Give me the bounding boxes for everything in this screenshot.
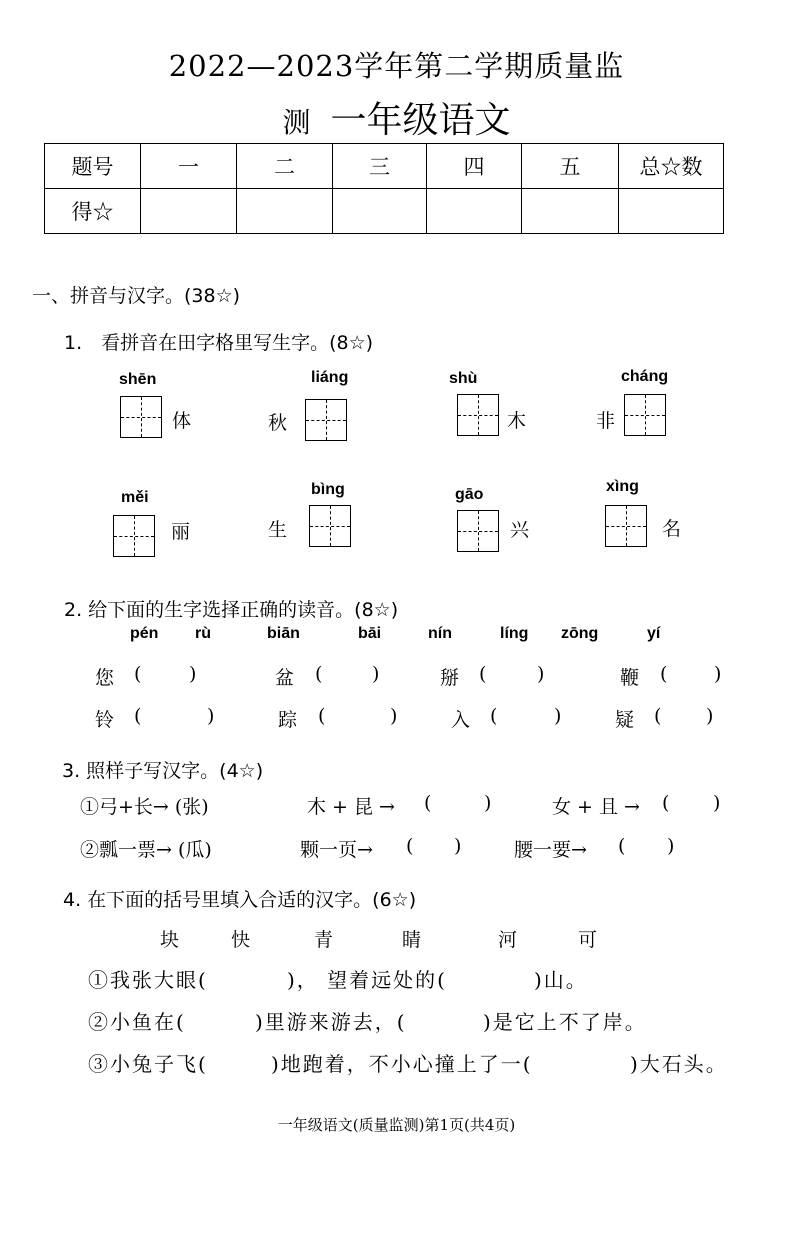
tianzige-cell[interactable] — [624, 394, 666, 436]
q4-option: 青 — [314, 929, 334, 951]
q3-example: ②瓢一票→ (瓜) — [80, 839, 212, 861]
q4-option: 快 — [231, 929, 251, 951]
tianzige-cell[interactable] — [457, 510, 499, 552]
score-header-cell: 五 — [522, 144, 619, 189]
q1-pinyin: měi — [121, 489, 149, 506]
q2-prompt: 2. 给下面的生字选择正确的读音。(8☆) — [64, 599, 399, 621]
q2-paren-open: ( — [134, 663, 142, 685]
q2-pinyin-option: biān — [267, 625, 300, 642]
q2-char: 您 — [95, 667, 115, 689]
q3-item: 腰一要→ — [514, 839, 587, 861]
q1-pinyin: shù — [449, 370, 478, 387]
score-row-label: 得☆ — [45, 189, 141, 234]
q3-paren-open: ( — [424, 792, 432, 814]
q2-pinyin-option: rù — [195, 625, 211, 642]
q4-option: 河 — [498, 929, 518, 951]
q4-sentence-1-part-c: )山。 — [534, 968, 588, 992]
score-cell[interactable] — [333, 189, 427, 234]
score-cell[interactable] — [522, 189, 619, 234]
q4-sentence-2-part-a: ②小鱼在( — [88, 1010, 186, 1034]
score-cell[interactable] — [237, 189, 333, 234]
title-line2-prefix: 测 — [282, 106, 311, 139]
score-header-cell: 总☆数 — [619, 144, 724, 189]
exam-title-line1: 2022—2023学年第二学期质量监 — [168, 49, 625, 83]
q2-paren-open: ( — [134, 705, 142, 727]
q2-pinyin-option: líng — [500, 625, 529, 642]
q2-paren-open: ( — [660, 663, 668, 685]
q1-char: 兴 — [510, 519, 530, 541]
score-header-cell: 题号 — [45, 144, 141, 189]
q4-option: 可 — [578, 929, 598, 951]
score-header-cell: 二 — [237, 144, 333, 189]
q3-paren-open: ( — [406, 835, 414, 857]
q3-paren-open: ( — [618, 835, 626, 857]
q2-pinyin-option: zōng — [561, 625, 599, 642]
q2-paren-open: ( — [479, 663, 487, 685]
score-table — [44, 143, 724, 234]
q1-pinyin: bìng — [311, 481, 345, 498]
q3-paren-close: ) — [713, 792, 721, 814]
section1-heading: 一、拼音与汉字。(38☆) — [32, 285, 241, 307]
q4-sentence-3-part-a: ③小兔子飞( — [88, 1052, 208, 1076]
q4-prompt: 4. 在下面的括号里填入合适的汉字。(6☆) — [63, 889, 417, 911]
q4-sentence-1-part-b: )， 望着远处的( — [287, 968, 447, 992]
score-header-cell: 一 — [141, 144, 237, 189]
q1-char: 木 — [507, 410, 527, 432]
q4-option: 块 — [160, 929, 180, 951]
q4-sentence-1-part-a: ①我张大眼( — [88, 968, 208, 992]
q1-pinyin: shēn — [119, 371, 157, 388]
q3-paren-open: ( — [662, 792, 670, 814]
q3-item: 颗一页→ — [300, 839, 373, 861]
q1-char: 丽 — [171, 521, 191, 543]
q1-char: 秋 — [268, 412, 288, 434]
score-header-cell: 四 — [427, 144, 522, 189]
q2-paren-close: ) — [554, 705, 562, 727]
q3-item: 木 + 昆 → — [307, 796, 395, 818]
q3-item: 女 + 且 → — [552, 796, 640, 818]
q2-paren-close: ) — [537, 663, 545, 685]
q4-sentence-2-part-c: )是它上不了岸。 — [483, 1010, 647, 1034]
q2-paren-open: ( — [315, 663, 323, 685]
q1-char: 名 — [662, 518, 682, 540]
q4-option: 睛 — [402, 929, 422, 951]
q3-prompt: 3. 照样子写汉字。(4☆) — [62, 760, 264, 782]
q2-pinyin-option: yí — [647, 625, 661, 642]
q1-char: 非 — [596, 410, 616, 432]
tianzige-cell[interactable] — [605, 505, 647, 547]
q3-paren-close: ) — [484, 792, 492, 814]
page-footer: 一年级语文(质量监测)第1页(共4页) — [277, 1116, 516, 1134]
title-line2-main: 一年级语文 — [330, 100, 511, 141]
q1-prompt: 1. 看拼音在田字格里写生字。(8☆) — [64, 332, 374, 354]
score-table-score-row — [45, 189, 724, 234]
q2-paren-open: ( — [490, 705, 498, 727]
q4-sentence-3-part-c: )大石头。 — [630, 1052, 728, 1076]
tianzige-cell[interactable] — [305, 399, 347, 441]
q1-pinyin: liáng — [311, 369, 349, 386]
q1-pinyin: cháng — [621, 368, 669, 385]
q1-pinyin: xìng — [606, 478, 639, 495]
q2-pinyin-option: nín — [428, 625, 452, 642]
q3-paren-close: ) — [454, 835, 462, 857]
tianzige-cell[interactable] — [113, 515, 155, 557]
q2-char: 疑 — [615, 709, 635, 731]
q2-pinyin-option: pén — [130, 625, 159, 642]
score-cell[interactable] — [427, 189, 522, 234]
q2-char: 鞭 — [620, 667, 640, 689]
q3-paren-close: ) — [667, 835, 675, 857]
q3-example: ①弓+长→ (张) — [80, 796, 209, 818]
q2-paren-close: ) — [706, 705, 714, 727]
q2-pinyin-option: bāi — [358, 625, 382, 642]
q1-pinyin: gāo — [455, 486, 484, 503]
q2-paren-close: ) — [207, 705, 215, 727]
score-table-header-row — [45, 144, 724, 189]
tianzige-cell[interactable] — [457, 394, 499, 436]
q2-char: 掰 — [440, 667, 460, 689]
q4-sentence-2-part-b: )里游来游去，( — [255, 1010, 407, 1034]
q1-char: 体 — [172, 410, 192, 432]
score-cell[interactable] — [619, 189, 724, 234]
q2-paren-open: ( — [318, 705, 326, 727]
q1-char: 生 — [268, 519, 288, 541]
q2-paren-close: ) — [390, 705, 398, 727]
score-header-cell: 三 — [333, 144, 427, 189]
q2-paren-close: ) — [189, 663, 197, 685]
q4-sentence-3-part-b: )地跑着，不小心撞上了一( — [271, 1052, 533, 1076]
tianzige-cell[interactable] — [309, 505, 351, 547]
q2-paren-open: ( — [654, 705, 662, 727]
q2-char: 盆 — [275, 667, 295, 689]
q2-char: 踪 — [278, 709, 298, 731]
exam-title-line2 — [0, 92, 793, 143]
q2-char: 铃 — [95, 709, 115, 731]
q2-paren-close: ) — [714, 663, 722, 685]
tianzige-cell[interactable] — [120, 396, 162, 438]
score-cell[interactable] — [141, 189, 237, 234]
q2-char: 入 — [451, 709, 471, 731]
q2-paren-close: ) — [372, 663, 380, 685]
